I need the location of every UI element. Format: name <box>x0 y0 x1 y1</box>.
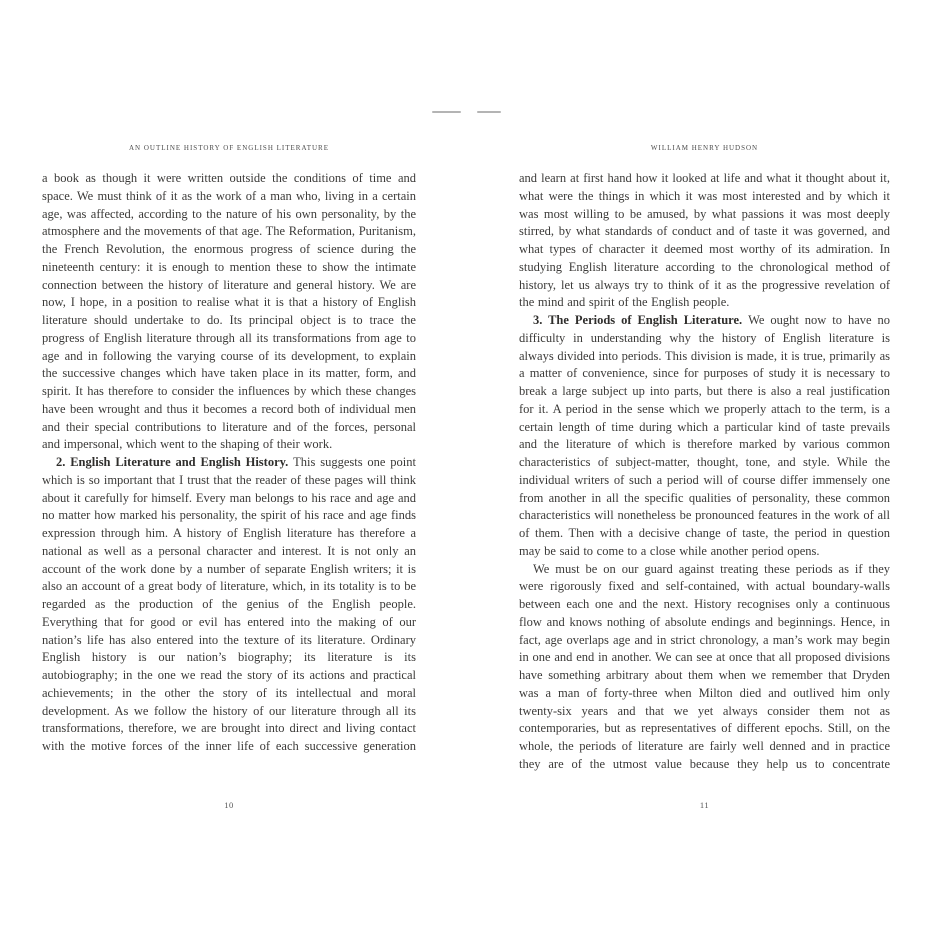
running-header-right: WILLIAM HENRY HUDSON <box>650 144 759 152</box>
page-right-body <box>519 170 890 774</box>
paragraph <box>42 170 416 454</box>
paragraph <box>42 454 416 756</box>
section-heading-run: 2. English Literature and English History. <box>56 455 294 469</box>
paragraph <box>519 561 890 774</box>
text-run: a book as though it were written outside the conditions of time and space. We must think of it as the work of a man who, living in a certain age, was affected, according to the nature of his own personality, by the atmosphere and the movements of that age. The Reformation, Puritanism, the French Revolution, the enormous progress of science during the nineteenth century: it is enough to mention these to show the intimate connection between the history of literature and general history. We are now, I hope, in a position to realise what it is that a history of English literature should undertake to do. Its principal object is to trace the progress of English literature through all its transformations from age to age and in following the varying course of its development, to explain the successive changes which have taken place in its matter, form, and spirit. It has therefore to consider the influences by which these changes have been wrought and thus it becomes a record both of individual men and their special contributions to literature and of the forces, personal and impersonal, which went to the shaping of their work. <box>42 171 416 452</box>
section-heading-run: 3. The Periods of English Literature. <box>533 313 749 327</box>
text-run: This suggests one point which is so important that I trust that the reader of these pages will think about it carefully for himself. Every man belongs to his race and age and no matter how marked his personality, the spirit of his race and age finds expression through him. A history of English literature has therefore a national as well as a personal character and interest. It is not only an account of the work done by a number of separate English writers; it is also an account of a great body of literature, which, in its totality is to be regarded as the production of the genius of the English people. Everything that for good or evil has entered into the making of our nation’s life has also entered into the texture of its literature. Ordinary English history is our nation’s biography; its literature is its autobiography; in the one we read the story of its actions and practical achievements; in the other the story of its intellectual and moral development. As we follow the history of our literature through all its transformations, therefore, we are brought into direct and living contact with the motive forces of the inner life of each successive generation <box>42 455 416 753</box>
page-number-left: 10 <box>224 800 234 810</box>
text-run: We must be on our guard against treating these periods as if they were rigorously fixed and self-contained, with actual boundary-walls between each one and the next. History recognises only a continuous flow and knows nothing of absolute endings and beginnings. Hence, in fact, age overlaps age and in strict chronology, a man’s work may begin in one and end in another. We can see at once that all proposed divisions have something arbitrary about them when we remember that Dryden was a man of forty-three when Milton died and outlived him only twenty-six years and that we yet always consider them not as contemporaries, but as representatives of different epochs. Still, on the whole, the periods of literature are fairly well denned and in practice they are of the utmost value because they help us to concentrate <box>519 561 890 771</box>
page-right <box>519 0 890 940</box>
paragraph <box>519 170 890 312</box>
gutter-dash-mark-left <box>432 111 461 113</box>
gutter-dash-mark-right <box>477 111 501 113</box>
text-run: We ought now to have no difficulty in understanding why the history of English literature is always divided into periods. This division is made, it is true, primarily as a matter of convenience, since for purposes of study it is necessary to break a large subject up into parts, but there is also a real justification for it. A period in the sense which we properly attach to the term, is a certain length of time during which a particular kind of taste prevails and the literature of which is therefore marked by various common characteristics of subject-matter, thought, tone, and style. While the individual writers of such a period will of course differ immensely one from another in all the specific qualities of personality, these common characteristics will nonetheless be pronounced features in the work of all of them. Then with a decisive change of taste, the period in question may be said to come to a close while another period opens. <box>519 313 890 558</box>
paragraph <box>519 312 890 561</box>
text-run: and learn at first hand how it looked at life and what it thought about it, what were the things in which it was most interested and by which it was most willing to be amused, by what passions it was most deeply stirred, by what standards of conduct and of taste it was governed, and what types of character it deemed most worthy of its admiration. In studying English literature according to the chronological method of history, let us always try to think of it as the progressive revelation of the mind and spirit of the English people. <box>519 171 890 310</box>
page-number-right: 11 <box>699 800 710 810</box>
page-left-body <box>42 170 416 756</box>
page-left <box>42 0 416 940</box>
running-header-left: AN OUTLINE HISTORY OF ENGLISH LITERATURE <box>128 144 330 152</box>
